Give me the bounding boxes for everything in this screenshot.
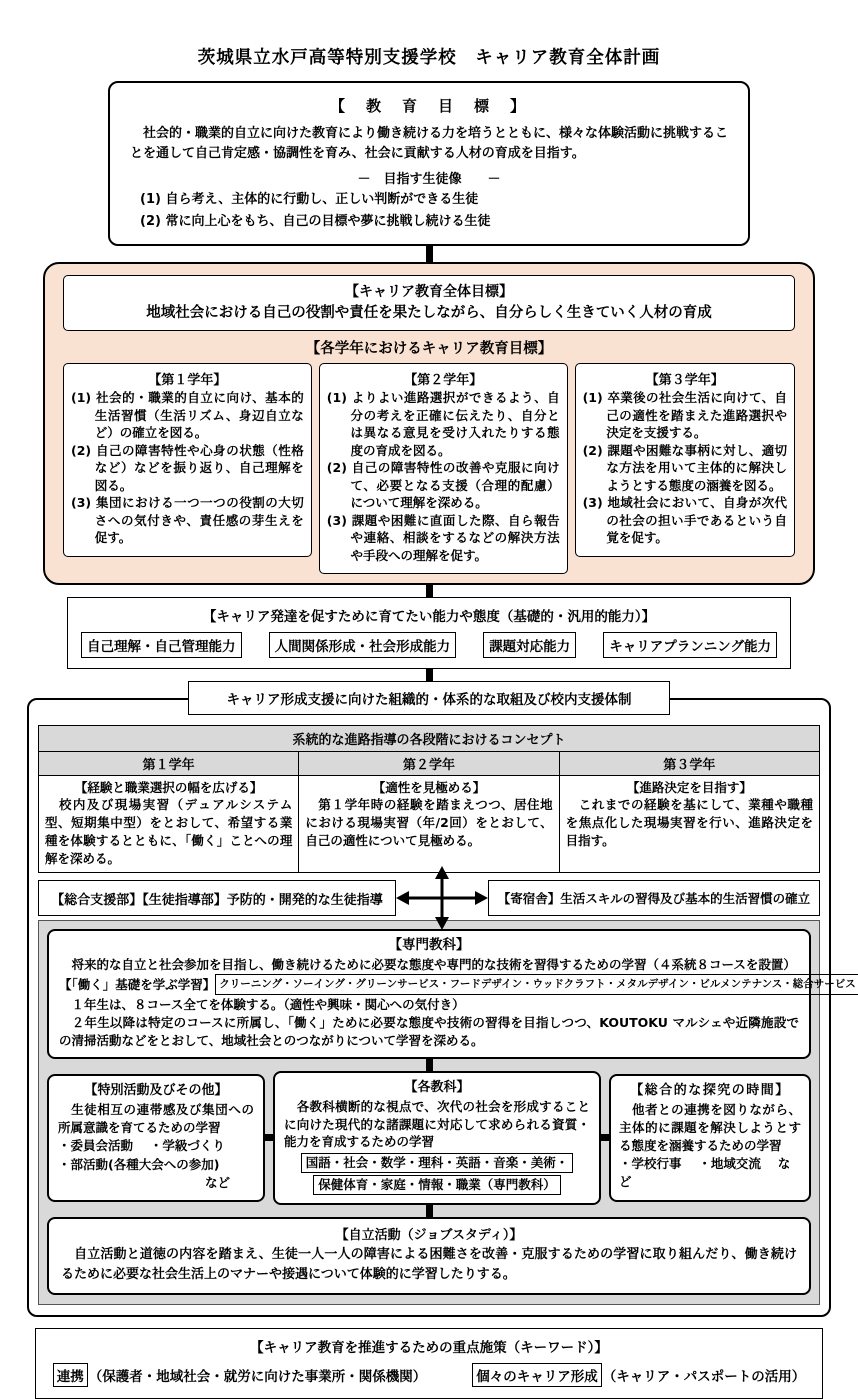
concept-col-grade3: 第３学年 (559, 752, 819, 776)
grade1-goal-box (63, 363, 312, 557)
concept-cell-grade1 (39, 776, 299, 873)
special-activities-box (47, 1074, 265, 1202)
concept-cell-grade3-body: これまでの経験を基にして、業種や職種を焦点化した現場実習を行い、進路決定を目指す。 (565, 797, 813, 848)
keyword-collaboration: 連携 (53, 1363, 88, 1387)
concept-cell-grade3 (559, 776, 819, 873)
inquiry-time-body: 他者との連携を図りながら、主体的に課題を解決しようとする態度を涵養するための学習 (619, 1102, 801, 1153)
ability-chip-relationships: 人間関係形成・社会形成能力 (269, 632, 457, 658)
connector-line (601, 1134, 609, 1141)
career-overall-goal-body: 地域社会における自己の役割や責任を果たしながら、自分らしく生きていく人材の育成 (146, 304, 712, 321)
special-activities-body: 生徒相互の連帯感及び集団への所属意識を育てるための学習 (58, 1102, 254, 1136)
concept-col-grade2: 第２学年 (299, 752, 559, 776)
learning-activities-row (47, 1071, 811, 1206)
specialized-subject-heading: 【専門教科】 (388, 937, 470, 954)
subjects-body: 各教科横断的な視点で、次代の社会を形成することに向けた現代的な諸課題に対応して求められる資質・能力を育成するための学習 (284, 1098, 590, 1150)
education-goal-heading: 【 教 育 目 標 】 (329, 97, 528, 115)
concept-cell-grade3-heading: 【進路決定を目指す】 (626, 780, 752, 796)
grade2-goal-box (319, 363, 568, 574)
grade3-item-1: (1) 卒業後の社会生活に向けて、自己の適性を踏まえた進路選択や決定を支援する。 (582, 390, 787, 441)
career-overall-goal-section (43, 262, 815, 586)
career-overall-goal-heading: 【キャリア教育全体目標】 (345, 283, 513, 300)
grade2-item-1: (1) よりよい進路選択ができるよう、自分の考えを正確に伝えたり、自分とは異なる意見を受け入れたりする態度の育成を図る。 (326, 390, 560, 458)
concept-table-title: 系統的な進路指導の各段階におけるコンセプト (39, 726, 820, 752)
independence-activity-body: 自立活動と道徳の内容を踏まえ、生徒一人一人の障害による困難さを改善・克服するための学習に取り組んだり、働き続けるために必要な社会生活上のマナーや接遇について体験的に学習したりする。 (61, 1247, 797, 1282)
independence-activity-heading: 【自立活動（ジョブスタディ）】 (335, 1228, 523, 1244)
independence-activity-box (47, 1217, 811, 1295)
curriculum-area (38, 920, 856, 1305)
grade3-goal-box (575, 363, 795, 557)
grade2-heading: 【第２学年】 (404, 373, 483, 389)
grade1-item-2: (2) 自己の障害特性や心身の状態（性格など）などを振り返り、自己理解を図る。 (71, 442, 304, 493)
education-goal-box (108, 81, 750, 246)
key-measures-row (46, 1363, 812, 1387)
grade3-heading: 【第３学年】 (645, 373, 724, 389)
connector-line (426, 669, 433, 681)
grade-goals-row (63, 363, 795, 574)
specialized-subject-line4: ２年生以降は特定のコースに所属し、「働く」ために必要な態度や技術の習得を目指しつつ、KOUTOKU マルシェや近隣施設での清掃活動などをとおして、地域社会とのつながりについて学習を深める。 (59, 1015, 799, 1048)
career-overall-goal-box (63, 275, 795, 332)
grade2-item-3: (3) 課題や困難に直面した際、自ら報告や連絡、相談をするなどの解決方法や手段への理解を促す。 (326, 512, 560, 563)
specialized-subject-box (47, 929, 856, 1058)
ability-chip-career-planning: キャリアプランニング能力 (603, 632, 777, 658)
special-activities-etc: など (204, 1175, 230, 1191)
support-arrow-gap (396, 880, 488, 916)
support-row (38, 880, 820, 916)
student-image-heading: － 目指す生徒像 － (357, 172, 501, 187)
student-image-item-1: (1) 自ら考え、主体的に行動し、正しい判断ができる生徒 (140, 192, 479, 207)
connector-line (426, 585, 433, 597)
connector-line (426, 1205, 433, 1217)
subjects-list-1: 国語・社会・数学・理科・英語・音楽・美術・ (301, 1153, 574, 1173)
ability-chip-self-management: 自己理解・自己管理能力 (81, 632, 242, 658)
course-list: クリーニング・ソーイング・グリーンサービス・フードデザイン・ウッドクラフト・メタルデザイン・ビルメンテナンス・総合サービス (215, 974, 858, 995)
framework-label: キャリア形成支援に向けた組織的・体系的な取組及び校内支援体制 (188, 681, 670, 715)
student-image-item-2: (2) 常に向上心をもち、自己の目標や夢に挑戦し続ける生徒 (140, 213, 491, 229)
keyword-individual-career-desc: （キャリア・パスポートの活用） (602, 1369, 806, 1386)
connector-line (426, 1059, 433, 1071)
support-division-box: 【総合支援部】【生徒指導部】予防的・開発的な生徒指導 (38, 880, 396, 916)
grade1-item-3: (3) 集団における一つ一つの役割の大切さへの気付きや、責任感の芽生えを促す。 (71, 495, 304, 546)
inquiry-time-heading: 【総合的な探究の時間】 (630, 1082, 790, 1098)
connector-line (265, 1134, 273, 1141)
special-activities-line1: ・委員会活動 ・学級づくり (58, 1137, 225, 1153)
grade3-item-2: (2) 課題や困難な事柄に対し、適切な方法を用いて主体的に解決しようとする態度の涵養を図る。 (582, 442, 787, 493)
ability-chip-problem-handling: 課題対応能力 (483, 632, 576, 658)
key-measures-box (35, 1328, 823, 1399)
grade3-item-3: (3) 地域社会において、自身が次代の社会の担い手であるという自覚を促す。 (582, 495, 787, 546)
special-activities-line2: ・部活動(各種大会への参加) (58, 1156, 220, 1172)
dormitory-box: 【寄宿舎】生活スキルの習得及び基本的生活習慣の確立 (488, 880, 820, 916)
subjects-box (273, 1071, 601, 1206)
cross-double-arrows-icon (396, 866, 488, 930)
grade1-heading: 【第１学年】 (148, 373, 227, 389)
concept-cell-grade2-heading: 【適性を見極める】 (372, 780, 486, 796)
specialized-subject-line1: 将来的な自立と社会参加を目指し、働き続けるために必要な態度や専門的な技術を習得するための学習（４系統８コースを設置） (59, 956, 796, 972)
specialized-subject-courses-row (59, 974, 856, 995)
grade-goals-heading: 【各学年におけるキャリア教育目標】 (305, 341, 553, 358)
subjects-heading: 【各教科】 (404, 1079, 470, 1095)
special-activities-heading: 【特別活動及びその他】 (84, 1082, 228, 1098)
grade1-item-1: (1) 社会的・職業的自立に向け、基本的生活習慣（生活リズム、身辺自立など）の確立を図る。 (71, 390, 304, 441)
abilities-row (81, 632, 777, 658)
concept-cell-grade1-body: 校内及び現場実習（デュアルシステム型、短期集中型）をとおして、希望する業種を体験するとともに、「働く」ことへの理解を深める。 (45, 797, 293, 866)
concept-cell-grade1-heading: 【経験と職業選択の幅を広げる】 (74, 780, 263, 796)
framework-box (27, 698, 856, 1317)
abilities-box (67, 597, 791, 669)
connector-line (426, 246, 433, 262)
subjects-list-2: 保健体育・家庭・情報・職業（専門教科） (313, 1175, 561, 1195)
page-title: 茨城県立水戸高等特別支援学校 キャリア教育全体計画 (197, 48, 661, 68)
specialized-subject-line3: １年生は、８コース全てを体験する。（適性や興味・関心への気付き） (59, 997, 465, 1013)
education-goal-body: 社会的・職業的自立に向けた教育により働き続ける力を培うとともに、様々な体験活動に挑戦することを通して自己肯定感・協調性を育み、社会に貢献する人材の育成を目指す。 (130, 126, 729, 161)
career-education-plan-document (5, 0, 856, 1386)
keyword-collaboration-desc: （保護者・地域社会・就労に向けた事業所・関係機関） (88, 1369, 427, 1386)
grade2-item-2: (2) 自己の障害特性の改善や克服に向けて、必要となる支援（合理的配慮）について理解を深める。 (326, 460, 560, 511)
inquiry-time-box (609, 1074, 811, 1202)
work-basics-label: 【「働く」基礎を学ぶ学習】 (59, 976, 216, 992)
concept-col-grade1: 第１学年 (39, 752, 299, 776)
keyword-individual-career: 個々のキャリア形成 (472, 1363, 602, 1387)
concept-table (38, 725, 820, 873)
concept-cell-grade2-body: 第１学年時の経験を踏まえつつ、居住地における現場実習（年/2回）をとおして、自己の適性について見極める。 (305, 797, 553, 848)
abilities-heading: 【キャリア発達を促すために育てたい能力や態度（基礎的・汎用的能力）】 (202, 609, 656, 626)
inquiry-time-items: ・学校行事 ・地域交流 など (619, 1155, 791, 1190)
key-measures-heading: 【キャリア教育を推進するための重点施策（キーワード）】 (250, 1340, 608, 1357)
concept-cell-grade2 (299, 776, 559, 873)
